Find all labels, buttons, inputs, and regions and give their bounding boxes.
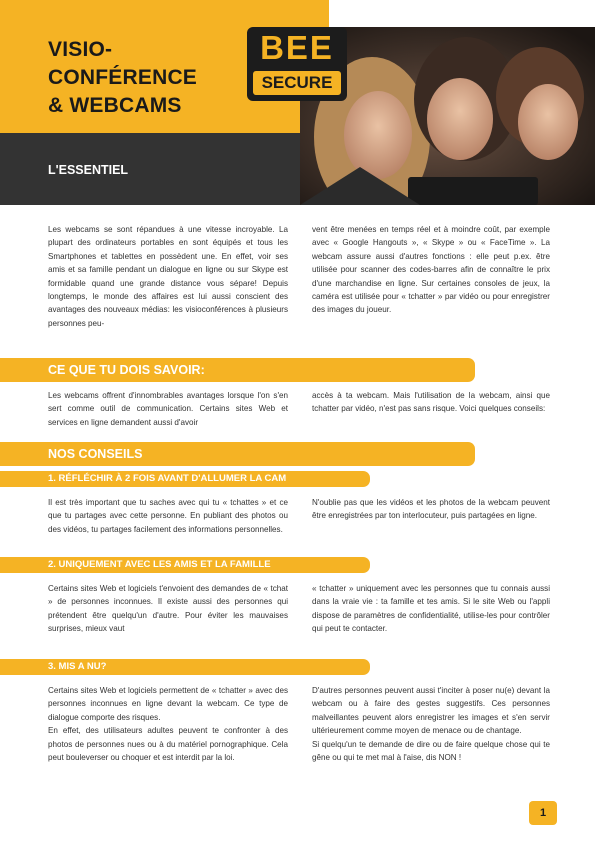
intro-left-column: Les webcams se sont répandues à une vitesse incroyable. La plupart des ordinateurs portables en sont équipés et tous les Smartphones et tablettes en possèdent une. En effet, voir ses amis et sa famille pendant un dialogue en ligne ou sur Skype est formidable quand une grande distance vous sépare! Depuis longtemps, le monde des affaires est lui aussi conscient des avantages des nouveaux médias: les visioconférences à plusieurs personnes peu-: [48, 225, 288, 328]
title-line-1: VISIO-: [48, 38, 113, 61]
intro-right-column: vent être menées en temps réel et à moindre coût, par exemple avec « Google Hangouts », « Skype » ou « FaceTime ». La webcam assure aussi d'autres fonctions : elle peut p.ex. être utilisée pour scanner des codes-barres afin de connaître le prix d'une marchandise en ligne. Sur certaines consoles de jeux, la caméra est utilisée pour « tchatter » par vidéo ou pour enregistrer des images du joueur.: [312, 225, 550, 315]
savoir-right-column: accès à ta webcam. Mais l'utilisation de la webcam, ainsi que tchatter par vidéo, n'est pas sans risque. Voici quelques conseils:: [312, 391, 550, 414]
conseils-heading: NOS CONSEILS: [0, 442, 475, 466]
savoir-left-column: Les webcams offrent d'innombrables avantages lorsque l'on s'en sert comme outil de communication. Certains sites Web et services en ligne demandent aussi d'avoir: [48, 391, 288, 427]
logo-bee-text: BEE: [260, 29, 334, 66]
conseil-2-left-column: Certains sites Web et logiciels t'envoient des demandes de « tchat » de personnes inconnues. Il existe aussi des personnes qui prétendent être quelqu'un d'autre. Pour éviter les mauvaises surprises, mieux vaut: [48, 584, 288, 634]
savoir-heading: CE QUE TU DOIS SAVOIR:: [0, 358, 475, 382]
bee-secure-logo: [247, 27, 347, 101]
conseil-3-right-column: D'autres personnes peuvent aussi t'inciter à poser nu(e) devant la webcam ou à faire des gestes suggestifs. Ces personnes malveillantes peuvent alors enregistrer les images et s'en servir ultérieurement comme moyen de menace ou de chantage. Si quelqu'un te demande de dire ou de faire quelque chose qui te gêne ou qui te met mal à l'aise, dis NON !: [312, 686, 550, 763]
conseil-3-left-column: Certains sites Web et logiciels permettent de « tchatter » avec des personnes inconnues en ligne devant la webcam. Ce type de dialogue comporte des risques. En effet, des utilisateurs adultes peuvent te confronter à des photos de personnes nues ou à du matériel pornographique. Cela peut bouleverser ou choquer et est interdit par la loi.: [48, 686, 288, 763]
page-number-badge: 1: [529, 801, 557, 825]
title-line-3: & WEBCAMS: [48, 94, 182, 117]
conseil-2-heading: 2. UNIQUEMENT AVEC LES AMIS ET LA FAMILLE: [0, 557, 370, 573]
conseil-1-heading: 1. RÉFLÉCHIR À 2 FOIS AVANT D'ALLUMER LA CAM: [0, 471, 370, 487]
conseil-2-right-column: « tchatter » uniquement avec les personnes que tu connais aussi dans la vraie vie : ta famille et tes amis. Si le site Web ou l'appli dispose de paramètres de confidentialité, utilise-les pour contrôler qui peut te contacter.: [312, 584, 550, 634]
title-line-2: CONFÉRENCE: [48, 66, 198, 89]
logo-secure-text: SECURE: [253, 71, 341, 95]
conseil-1-right-column: N'oublie pas que les vidéos et les photos de la webcam peuvent être enregistrées par ton interlocuteur, puis partagées en ligne.: [312, 498, 550, 521]
page-subtitle: L'ESSENTIEL: [48, 163, 129, 177]
conseil-1-left-column: Il est très important que tu saches avec qui tu « tchattes » et ce que tu partages avec cette personne. En publiant des photos ou des vidéos, tu partages facilement des informations personnelles.: [48, 498, 288, 534]
conseil-3-heading: 3. MIS A NU?: [0, 659, 370, 675]
